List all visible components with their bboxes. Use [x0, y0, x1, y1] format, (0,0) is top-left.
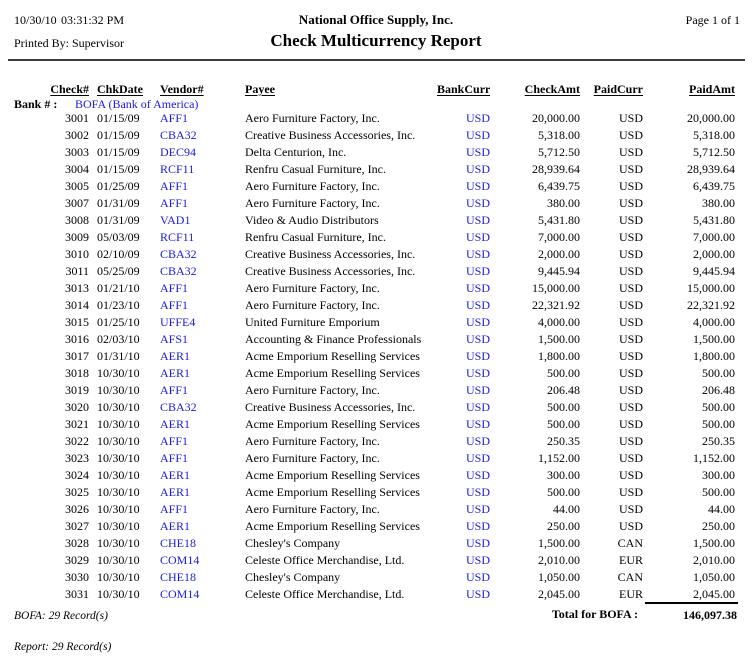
paid-amt-cell: 5,318.00 — [693, 128, 735, 142]
vendor-code-cell: CBA32 — [160, 247, 197, 261]
check-date-cell: 10/30/10 — [97, 451, 140, 465]
bank-curr-cell: USD — [465, 536, 490, 550]
vendor-code-cell: UFFE4 — [160, 315, 196, 329]
paid-amt-cell: 300.00 — [702, 468, 735, 482]
payee-cell: Creative Business Accessories, Inc. — [245, 400, 416, 414]
paid-amt-cell: 206.48 — [702, 383, 735, 397]
payee-cell: Acme Emporium Reselling Services — [245, 468, 420, 482]
vendor-code-cell: AER1 — [160, 417, 190, 431]
check-number-cell: 3031 — [65, 587, 89, 601]
paid-amt-cell: 2,045.00 — [693, 587, 735, 601]
check-amt-cell: 2,000.00 — [538, 247, 580, 261]
paid-amt-cell: 44.00 — [708, 502, 735, 516]
column-header-paid-amt: PaidAmt — [689, 82, 735, 96]
table-row — [14, 348, 738, 365]
payee-cell: United Furniture Emporium — [245, 315, 380, 329]
check-amt-cell: 4,000.00 — [538, 315, 580, 329]
check-date-cell: 10/30/10 — [97, 536, 140, 550]
company-name: National Office Supply, Inc. — [298, 12, 454, 27]
check-amt-cell: 380.00 — [547, 196, 580, 210]
column-header-check-date: ChkDate — [97, 82, 144, 96]
paid-amt-cell: 1,500.00 — [693, 536, 735, 550]
payee-cell: Acme Emporium Reselling Services — [245, 349, 420, 363]
vendor-code-cell: AER1 — [160, 468, 190, 482]
table-row — [14, 297, 738, 314]
paid-amt-cell: 7,000.00 — [693, 230, 735, 244]
check-number-cell: 3003 — [65, 145, 89, 159]
check-number-cell: 3029 — [65, 553, 89, 567]
table-row — [14, 212, 738, 229]
check-amt-cell: 2,010.00 — [538, 553, 580, 567]
vendor-code-cell: RCF11 — [160, 230, 195, 244]
check-amt-cell: 500.00 — [547, 400, 580, 414]
paid-curr-cell: CAN — [617, 536, 643, 550]
check-amt-cell: 500.00 — [547, 485, 580, 499]
check-date-cell: 10/30/10 — [97, 485, 140, 499]
paid-curr-cell: USD — [618, 111, 643, 125]
check-date-cell: 01/21/10 — [97, 281, 140, 295]
payee-cell: Aero Furniture Factory, Inc. — [245, 451, 380, 465]
check-date-cell: 10/30/10 — [97, 519, 140, 533]
paid-curr-cell: USD — [618, 264, 643, 278]
payee-cell: Acme Emporium Reselling Services — [245, 485, 420, 499]
payee-cell: Aero Furniture Factory, Inc. — [245, 281, 380, 295]
check-number-cell: 3018 — [65, 366, 89, 380]
paid-amt-cell: 1,050.00 — [693, 570, 735, 584]
paid-curr-cell: USD — [618, 281, 643, 295]
bank-curr-cell: USD — [465, 451, 490, 465]
paid-amt-cell: 5,712.50 — [693, 145, 735, 159]
table-row — [14, 586, 738, 603]
payee-cell: Creative Business Accessories, Inc. — [245, 247, 416, 261]
bank-curr-cell: USD — [465, 179, 490, 193]
payee-cell: Aero Furniture Factory, Inc. — [245, 111, 380, 125]
bank-curr-cell: USD — [465, 519, 490, 533]
check-number-cell: 3001 — [65, 111, 89, 125]
check-number-cell: 3019 — [65, 383, 89, 397]
paid-curr-cell: USD — [618, 400, 643, 414]
vendor-code-cell: AFF1 — [160, 179, 189, 193]
check-number-cell: 3022 — [65, 434, 89, 448]
paid-amt-cell: 500.00 — [702, 485, 735, 499]
check-number-cell: 3021 — [65, 417, 89, 431]
paid-curr-cell: USD — [618, 468, 643, 482]
check-date-cell: 01/25/09 — [97, 179, 140, 193]
check-date-cell: 01/15/09 — [97, 111, 140, 125]
paid-curr-cell: CAN — [617, 570, 643, 584]
paid-amt-cell: 20,000.00 — [687, 111, 735, 125]
column-header-row — [14, 81, 738, 97]
check-date-cell: 02/10/09 — [97, 247, 140, 261]
check-number-cell: 3010 — [65, 247, 89, 261]
check-number-cell: 3020 — [65, 400, 89, 414]
check-number-cell: 3028 — [65, 536, 89, 550]
paid-amt-cell: 5,431.80 — [693, 213, 735, 227]
check-amt-cell: 206.48 — [547, 383, 580, 397]
payee-cell: Creative Business Accessories, Inc. — [245, 128, 416, 142]
printed-by-label: Printed By: Supervisor — [14, 36, 124, 50]
check-number-cell: 3016 — [65, 332, 89, 346]
paid-curr-cell: USD — [618, 451, 643, 465]
vendor-code-cell: CHE18 — [160, 570, 196, 584]
check-date-cell: 01/31/09 — [97, 213, 140, 227]
paid-amt-cell: 2,000.00 — [693, 247, 735, 261]
bank-curr-cell: USD — [465, 315, 490, 329]
bank-curr-cell: USD — [465, 570, 490, 584]
report-title: Check Multicurrency Report — [270, 31, 482, 50]
payee-cell: Renfru Casual Furniture, Inc. — [245, 230, 386, 244]
vendor-code-cell: AER1 — [160, 349, 190, 363]
check-date-cell: 01/23/10 — [97, 298, 140, 312]
table-row — [14, 314, 738, 331]
bank-code-value: BOFA (Bank of America) — [75, 97, 199, 111]
table-row — [14, 110, 738, 127]
check-date-cell: 10/30/10 — [97, 502, 140, 516]
paid-curr-cell: USD — [618, 434, 643, 448]
payee-cell: Aero Furniture Factory, Inc. — [245, 179, 380, 193]
bank-curr-cell: USD — [465, 298, 490, 312]
payee-cell: Video & Audio Distributors — [245, 213, 379, 227]
paid-curr-cell: USD — [618, 145, 643, 159]
paid-curr-cell: USD — [618, 315, 643, 329]
table-rows — [14, 110, 738, 603]
vendor-code-cell: RCF11 — [160, 162, 195, 176]
paid-amt-cell: 500.00 — [702, 417, 735, 431]
vendor-code-cell: AFF1 — [160, 383, 189, 397]
table-row — [14, 467, 738, 484]
paid-curr-cell: USD — [618, 332, 643, 346]
bank-curr-cell: USD — [465, 111, 490, 125]
vendor-code-cell: AFF1 — [160, 434, 189, 448]
bank-curr-cell: USD — [465, 417, 490, 431]
vendor-code-cell: CBA32 — [160, 264, 197, 278]
report-record-count: Report: 29 Record(s) — [14, 641, 112, 653]
paid-amt-cell: 1,152.00 — [693, 451, 735, 465]
paid-amt-cell: 28,939.64 — [687, 162, 735, 176]
check-number-cell: 3002 — [65, 128, 89, 142]
table-row — [14, 365, 738, 382]
table-row — [14, 518, 738, 535]
check-amt-cell: 500.00 — [547, 417, 580, 431]
vendor-code-cell: CBA32 — [160, 400, 197, 414]
check-amt-cell: 5,712.50 — [538, 145, 580, 159]
check-amt-cell: 500.00 — [547, 366, 580, 380]
check-number-cell: 3027 — [65, 519, 89, 533]
check-amt-cell: 7,000.00 — [538, 230, 580, 244]
column-header-vendor: Vendor# — [160, 82, 204, 96]
check-date-cell: 05/25/09 — [97, 264, 140, 278]
table-row — [14, 433, 738, 450]
check-number-cell: 3013 — [65, 281, 89, 295]
bank-curr-cell: USD — [465, 213, 490, 227]
vendor-code-cell: AER1 — [160, 485, 190, 499]
check-number-cell: 3025 — [65, 485, 89, 499]
check-number-cell: 3030 — [65, 570, 89, 584]
bank-curr-cell: USD — [465, 587, 490, 601]
check-number-cell: 3024 — [65, 468, 89, 482]
bank-curr-cell: USD — [465, 485, 490, 499]
table-row — [14, 127, 738, 144]
paid-curr-cell: USD — [618, 519, 643, 533]
vendor-code-cell: VAD1 — [160, 213, 191, 227]
check-number-cell: 3009 — [65, 230, 89, 244]
payee-cell: Aero Furniture Factory, Inc. — [245, 383, 380, 397]
paid-curr-cell: USD — [618, 417, 643, 431]
check-date-cell: 10/30/10 — [97, 468, 140, 482]
paid-curr-cell: USD — [618, 213, 643, 227]
payee-cell: Aero Furniture Factory, Inc. — [245, 196, 380, 210]
payee-cell: Celeste Office Merchandise, Ltd. — [245, 553, 405, 567]
bank-curr-cell: USD — [465, 468, 490, 482]
column-header-check-amt: CheckAmt — [524, 82, 580, 96]
check-amt-cell: 2,045.00 — [538, 587, 580, 601]
vendor-code-cell: AER1 — [160, 519, 190, 533]
bank-curr-cell: USD — [465, 196, 490, 210]
vendor-code-cell: AFF1 — [160, 298, 189, 312]
bank-curr-cell: USD — [465, 162, 490, 176]
check-date-cell: 10/30/10 — [97, 366, 140, 380]
paid-amt-cell: 380.00 — [702, 196, 735, 210]
check-date-cell: 01/15/09 — [97, 162, 140, 176]
check-number-cell: 3005 — [65, 179, 89, 193]
check-date-cell: 02/03/10 — [97, 332, 140, 346]
paid-curr-cell: EUR — [619, 553, 643, 567]
column-header-paid-curr: PaidCurr — [593, 82, 643, 96]
table-row — [14, 501, 738, 518]
paid-curr-cell: USD — [618, 349, 643, 363]
table-row — [14, 144, 738, 161]
check-date-cell: 01/15/09 — [97, 145, 140, 159]
check-amt-cell: 44.00 — [553, 502, 580, 516]
header-divider — [8, 59, 745, 61]
bank-number-label: Bank # : — [14, 97, 58, 111]
check-amt-cell: 1,800.00 — [538, 349, 580, 363]
paid-curr-cell: USD — [618, 128, 643, 142]
column-header-bank-curr: BankCurr — [437, 82, 490, 96]
check-amt-cell: 300.00 — [547, 468, 580, 482]
paid-amt-cell: 1,800.00 — [693, 349, 735, 363]
report-date: 10/30/10 — [14, 13, 57, 27]
check-number-cell: 3011 — [65, 264, 89, 278]
bank-curr-cell: USD — [465, 366, 490, 380]
table-row — [14, 229, 738, 246]
paid-amt-cell: 6,439.75 — [693, 179, 735, 193]
bank-curr-cell: USD — [465, 128, 490, 142]
table-row — [14, 450, 738, 467]
table-row — [14, 161, 738, 178]
payee-cell: Chesley's Company — [245, 570, 341, 584]
check-amt-cell: 22,321.92 — [532, 298, 580, 312]
check-date-cell: 10/30/10 — [97, 587, 140, 601]
check-number-cell: 3014 — [65, 298, 89, 312]
payee-cell: Acme Emporium Reselling Services — [245, 417, 420, 431]
paid-curr-cell: USD — [618, 502, 643, 516]
check-number-cell: 3023 — [65, 451, 89, 465]
check-amt-cell: 5,431.80 — [538, 213, 580, 227]
check-amt-cell: 6,439.75 — [538, 179, 580, 193]
paid-amt-cell: 1,500.00 — [693, 332, 735, 346]
bank-curr-cell: USD — [465, 264, 490, 278]
payee-cell: Celeste Office Merchandise, Ltd. — [245, 587, 405, 601]
check-date-cell: 01/31/10 — [97, 349, 140, 363]
paid-amt-cell: 22,321.92 — [687, 298, 735, 312]
payee-cell: Accounting & Finance Professionals — [245, 332, 422, 346]
paid-amt-cell: 250.35 — [702, 434, 735, 448]
check-date-cell: 10/30/10 — [97, 383, 140, 397]
vendor-code-cell: COM14 — [160, 553, 200, 567]
table-row — [14, 280, 738, 297]
report-time: 03:31:32 PM — [61, 13, 125, 27]
paid-curr-cell: USD — [618, 162, 643, 176]
vendor-code-cell: AFF1 — [160, 111, 189, 125]
vendor-code-cell: AFF1 — [160, 281, 189, 295]
check-amt-cell: 250.00 — [547, 519, 580, 533]
table-row — [14, 535, 738, 552]
paid-curr-cell: USD — [618, 298, 643, 312]
check-amt-cell: 5,318.00 — [538, 128, 580, 142]
check-amt-cell: 1,500.00 — [538, 536, 580, 550]
table-row — [14, 178, 738, 195]
paid-curr-cell: USD — [618, 366, 643, 380]
page-indicator: Page 1 of 1 — [685, 13, 740, 27]
check-amt-cell: 1,050.00 — [538, 570, 580, 584]
check-amt-cell: 1,500.00 — [538, 332, 580, 346]
bank-total-amount: 146,097.38 — [645, 602, 738, 623]
table-row — [14, 416, 738, 433]
payee-cell: Acme Emporium Reselling Services — [245, 519, 420, 533]
payee-cell: Delta Centurion, Inc. — [245, 145, 347, 159]
bank-total-row — [14, 602, 738, 623]
check-number-cell: 3015 — [65, 315, 89, 329]
paid-curr-cell: USD — [618, 247, 643, 261]
check-number-cell: 3007 — [65, 196, 89, 210]
table-row — [14, 246, 738, 263]
check-number-cell: 3004 — [65, 162, 89, 176]
vendor-code-cell: CHE18 — [160, 536, 196, 550]
vendor-code-cell: AFS1 — [160, 332, 189, 346]
payee-cell: Renfru Casual Furniture, Inc. — [245, 162, 386, 176]
bank-curr-cell: USD — [465, 281, 490, 295]
vendor-code-cell: COM14 — [160, 587, 200, 601]
check-date-cell: 10/30/10 — [97, 553, 140, 567]
table-row — [14, 569, 738, 586]
table-row — [14, 382, 738, 399]
check-date-cell: 01/31/09 — [97, 196, 140, 210]
vendor-code-cell: DEC94 — [160, 145, 196, 159]
paid-amt-cell: 4,000.00 — [693, 315, 735, 329]
check-date-cell: 01/25/10 — [97, 315, 140, 329]
payee-cell: Aero Furniture Factory, Inc. — [245, 502, 380, 516]
vendor-code-cell: AER1 — [160, 366, 190, 380]
check-date-cell: 01/15/09 — [97, 128, 140, 142]
check-amt-cell: 1,152.00 — [538, 451, 580, 465]
paid-curr-cell: USD — [618, 196, 643, 210]
check-date-cell: 10/30/10 — [97, 417, 140, 431]
bank-curr-cell: USD — [465, 434, 490, 448]
check-amt-cell: 15,000.00 — [532, 281, 580, 295]
check-date-cell: 10/30/10 — [97, 570, 140, 584]
paid-curr-cell: USD — [618, 230, 643, 244]
table-row — [14, 484, 738, 501]
paid-amt-cell: 500.00 — [702, 366, 735, 380]
vendor-code-cell: AFF1 — [160, 451, 189, 465]
payee-cell: Chesley's Company — [245, 536, 341, 550]
check-number-cell: 3008 — [65, 213, 89, 227]
paid-curr-cell: USD — [618, 179, 643, 193]
paid-curr-cell: USD — [618, 485, 643, 499]
vendor-code-cell: CBA32 — [160, 128, 197, 142]
bank-curr-cell: USD — [465, 332, 490, 346]
bank-curr-cell: USD — [465, 230, 490, 244]
check-date-cell: 10/30/10 — [97, 434, 140, 448]
table-row — [14, 331, 738, 348]
bank-curr-cell: USD — [465, 553, 490, 567]
paid-curr-cell: EUR — [619, 587, 643, 601]
paid-curr-cell: USD — [618, 383, 643, 397]
check-date-cell: 05/03/09 — [97, 230, 140, 244]
table-row — [14, 263, 738, 280]
paid-amt-cell: 250.00 — [702, 519, 735, 533]
paid-amt-cell: 2,010.00 — [693, 553, 735, 567]
payee-cell: Aero Furniture Factory, Inc. — [245, 434, 380, 448]
check-amt-cell: 20,000.00 — [532, 111, 580, 125]
check-amt-cell: 250.35 — [547, 434, 580, 448]
paid-amt-cell: 500.00 — [702, 400, 735, 414]
bank-total-label: Total for BOFA : — [551, 607, 638, 621]
bank-curr-cell: USD — [465, 400, 490, 414]
bank-curr-cell: USD — [465, 349, 490, 363]
check-amt-cell: 28,939.64 — [532, 162, 580, 176]
check-number-cell: 3026 — [65, 502, 89, 516]
bank-record-count: BOFA: 29 Record(s) — [14, 610, 108, 622]
bank-curr-cell: USD — [465, 502, 490, 516]
table-row — [14, 399, 738, 416]
paid-amt-cell: 9,445.94 — [693, 264, 735, 278]
check-date-cell: 10/30/10 — [97, 400, 140, 414]
table-row — [14, 195, 738, 212]
bank-curr-cell: USD — [465, 145, 490, 159]
column-header-check-number: Check# — [50, 82, 89, 96]
paid-amt-cell: 15,000.00 — [687, 281, 735, 295]
column-header-payee: Payee — [245, 82, 275, 96]
payee-cell: Creative Business Accessories, Inc. — [245, 264, 416, 278]
bank-curr-cell: USD — [465, 247, 490, 261]
check-amt-cell: 9,445.94 — [538, 264, 580, 278]
table-row — [14, 552, 738, 569]
payee-cell: Acme Emporium Reselling Services — [245, 366, 420, 380]
check-number-cell: 3017 — [65, 349, 89, 363]
bank-curr-cell: USD — [465, 383, 490, 397]
vendor-code-cell: AFF1 — [160, 196, 189, 210]
payee-cell: Aero Furniture Factory, Inc. — [245, 298, 380, 312]
vendor-code-cell: AFF1 — [160, 502, 189, 516]
